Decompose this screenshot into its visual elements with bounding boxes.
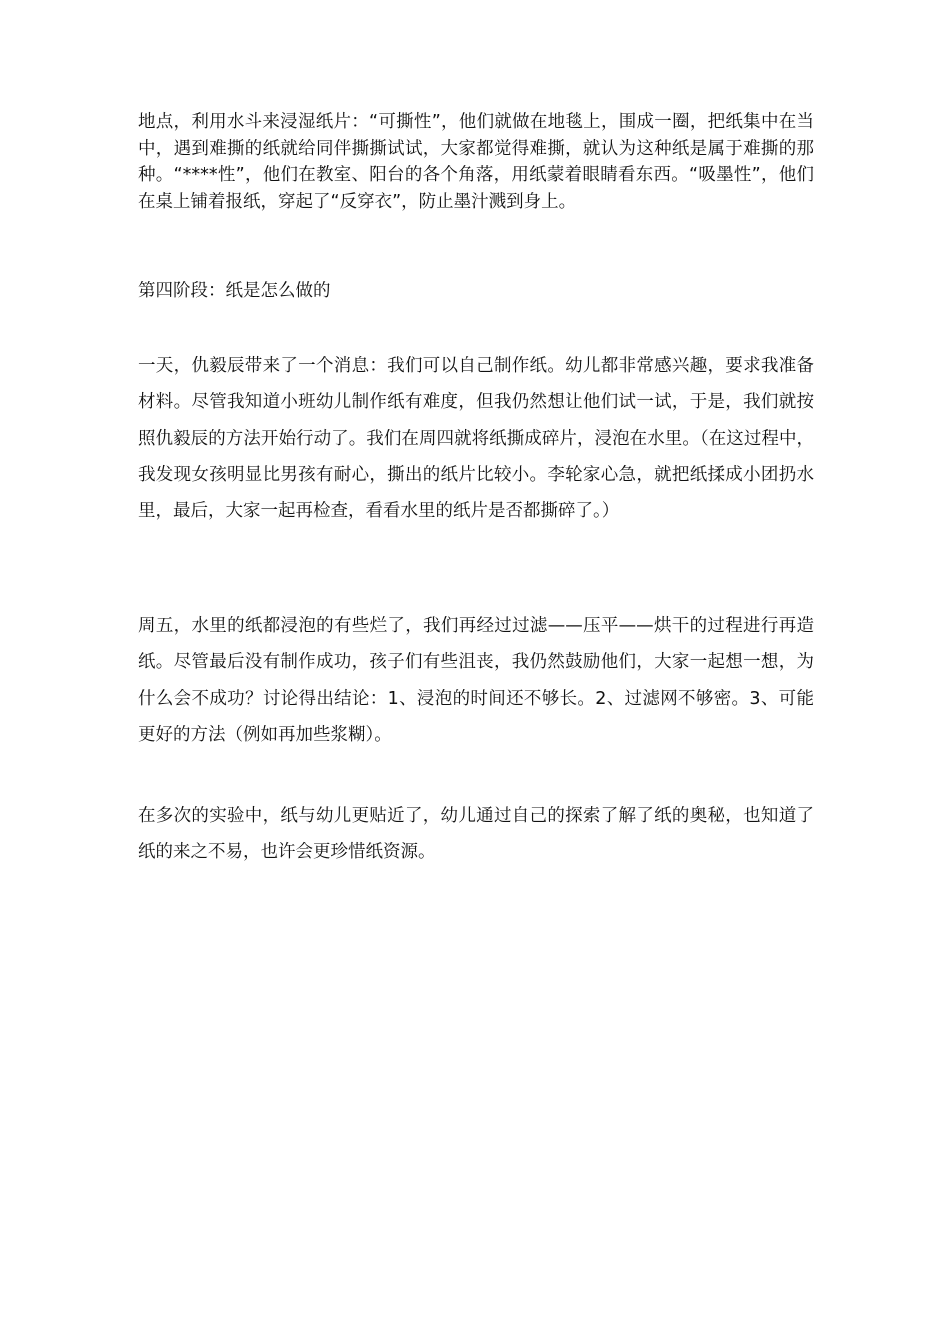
paragraph-making-paper: 一天，仇毅辰带来了一个消息：我们可以自己制作纸。幼儿都非常感兴趣，要求我准备材料。尽管我知道小班幼儿制作纸有难度，但我仍然想让他们试一试，于是，我们就按照仇毅辰的方法开始行动了。我们在周四就将纸撕成碎片，浸泡在水里。（在这过程中，我发现女孩明显比男孩有耐心，撕出的纸片比较小。李轮家心急，就把纸揉成小团扔水里，最后，大家一起再检查，看看水里的纸片是否都撕碎了。）	[138, 356, 814, 522]
paragraph-friday-result: 周五，水里的纸都浸泡的有些烂了，我们再经过过滤——压平——烘干的过程进行再造纸。尽管最后没有制作成功，孩子们有些沮丧，我仍然鼓励他们，大家一起想一想，为什么会不成功？讨论得出结论：1、浸泡的时间还不够长。2、过滤网不够密。3、可能更好的方法（例如再加些浆糊）。	[138, 616, 814, 745]
section-heading-stage-four: 第四阶段：纸是怎么做的	[138, 281, 331, 301]
paragraph-conclusion: 在多次的实验中，纸与幼儿更贴近了，幼儿通过自己的探索了解了纸的奥秘，也知道了纸的来之不易，也许会更珍惜纸资源。	[138, 806, 814, 863]
paragraph-experiment-properties: 地点，利用水斗来浸湿纸片：“可撕性”，他们就做在地毯上，围成一圈，把纸集中在当中，遇到难撕的纸就给同伴撕撕试试，大家都觉得难撕，就认为这种纸是属于难撕的那种。“****性”，他们在教室、阳台的各个角落，用纸蒙着眼睛看东西。“吸墨性”，他们在桌上铺着报纸，穿起了“反穿衣”，防止墨汁溅到身上。	[138, 112, 814, 212]
